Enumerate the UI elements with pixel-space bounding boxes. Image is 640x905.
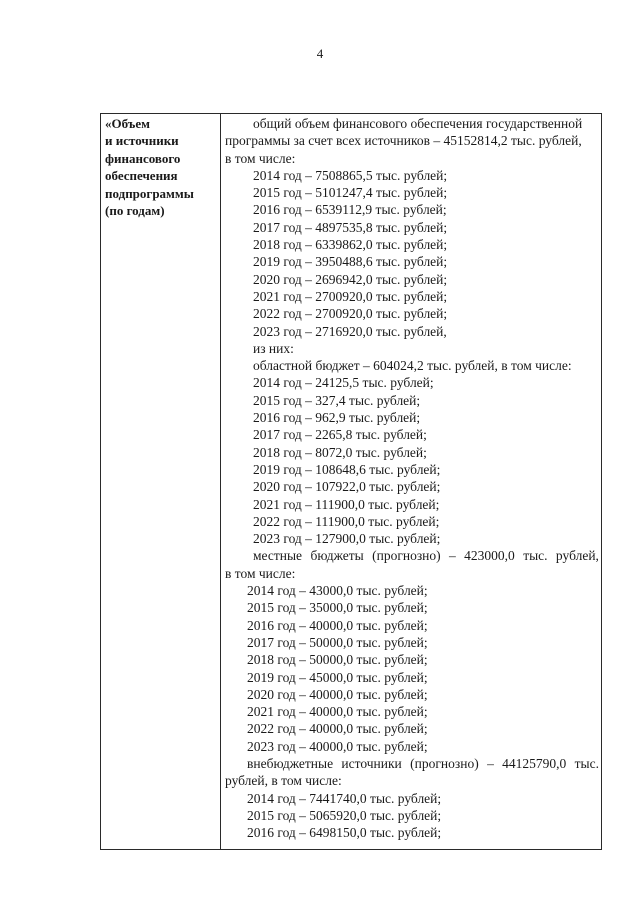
regional-year-line: 2017 год – 2265,8 тыс. рублей; — [253, 427, 427, 443]
total-year-line: 2016 год – 6539112,9 тыс. рублей; — [253, 202, 447, 218]
local-heading — [225, 547, 599, 564]
local-year-line: 2018 год – 50000,0 тыс. рублей; — [247, 652, 428, 668]
of-them-line: из них: — [253, 340, 294, 356]
extra-heading-word: – — [487, 755, 494, 771]
extra-year-line: 2015 год – 5065920,0 тыс. рублей; — [247, 807, 442, 823]
column-divider — [220, 114, 221, 849]
regional-year-line: 2020 год – 107922,0 тыс. рублей; — [253, 479, 441, 495]
extra-heading-word: внебюджетные — [247, 755, 334, 771]
local-year-line: 2022 год – 40000,0 тыс. рублей; — [247, 721, 428, 737]
regional-year-line: 2015 год – 327,4 тыс. рублей; — [253, 392, 421, 408]
extra-year-line: 2016 год – 6498150,0 тыс. рублей; — [247, 825, 442, 841]
local-year-line: 2016 год – 40000,0 тыс. рублей; — [247, 617, 428, 633]
right-cell-content — [225, 115, 599, 841]
regional-year-line: 2019 год – 108648,6 тыс. рублей; — [253, 461, 441, 477]
total-year-line: 2021 год – 2700920,0 тыс. рублей; — [253, 288, 448, 304]
left-cell-line: обеспечения — [105, 168, 178, 184]
extra-heading-word: 44125790,0 — [502, 755, 567, 771]
extra-heading-word: (прогнозно) — [410, 755, 479, 771]
total-year-line: 2015 год – 5101247,4 тыс. рублей; — [253, 185, 448, 201]
total-year-line: 2018 год – 6339862,0 тыс. рублей; — [253, 237, 448, 253]
total-year-line: 2022 год – 2700920,0 тыс. рублей; — [253, 306, 448, 322]
local-heading-word: – — [449, 548, 456, 564]
total-heading-line: в том числе: — [225, 150, 296, 166]
extra-year-line: 2014 год – 7441740,0 тыс. рублей; — [247, 790, 442, 806]
local-heading-cont: в том числе: — [225, 565, 296, 581]
local-year-line: 2020 год – 40000,0 тыс. рублей; — [247, 686, 428, 702]
extra-heading-word: источники — [341, 755, 402, 771]
total-year-line: 2014 год – 7508865,5 тыс. рублей; — [253, 167, 448, 183]
left-cell-line: подпрограммы — [105, 185, 194, 201]
left-cell-line: «Объем — [105, 116, 150, 131]
local-year-line: 2023 год – 40000,0 тыс. рублей; — [247, 738, 428, 754]
total-year-line: 2019 год – 3950488,6 тыс. рублей; — [253, 254, 448, 270]
regional-year-line: 2016 год – 962,9 тыс. рублей; — [253, 410, 421, 426]
extra-heading — [225, 755, 599, 772]
regional-year-line: 2021 год – 111900,0 тыс. рублей; — [253, 496, 440, 512]
local-heading-word: рублей, — [555, 548, 599, 564]
total-year-line: 2020 год – 2696942,0 тыс. рублей; — [253, 271, 448, 287]
total-year-line: 2017 год – 4897535,8 тыс. рублей; — [253, 219, 448, 235]
extra-heading-cont: рублей, в том числе: — [225, 773, 342, 789]
local-year-line: 2015 год – 35000,0 тыс. рублей; — [247, 600, 428, 616]
local-heading-word: тыс. — [523, 548, 548, 564]
extra-heading-word: тыс. — [574, 755, 599, 771]
regional-year-line: 2018 год – 8072,0 тыс. рублей; — [253, 444, 427, 460]
total-year-line: 2023 год – 2716920,0 тыс. рублей, — [253, 323, 447, 339]
page-number: 4 — [316, 46, 324, 61]
total-heading-line: программы за счет всех источников – 45152814,2 тыс. рублей, — [225, 133, 582, 149]
local-year-line: 2019 год – 45000,0 тыс. рублей; — [247, 669, 428, 685]
regional-year-line: 2014 год – 24125,5 тыс. рублей; — [253, 375, 434, 391]
local-year-line: 2021 год – 40000,0 тыс. рублей; — [247, 704, 428, 720]
left-cell-line: (по годам) — [105, 203, 165, 219]
local-year-line: 2017 год – 50000,0 тыс. рублей; — [247, 634, 428, 650]
local-heading-word: бюджеты — [310, 548, 364, 564]
total-heading-line: общий объем финансового обеспечения государственной — [253, 116, 583, 131]
left-cell-line: и источники — [105, 133, 179, 149]
local-heading-word: (прогнозно) — [372, 548, 441, 564]
local-year-line: 2014 год – 43000,0 тыс. рублей; — [247, 583, 428, 599]
regional-heading: областной бюджет – 604024,2 тыс. рублей, в том числе: — [253, 358, 572, 374]
regional-year-line: 2022 год – 111900,0 тыс. рублей; — [253, 513, 440, 529]
local-heading-word: местные — [253, 548, 303, 564]
left-cell-heading — [105, 115, 217, 219]
left-cell-line: финансового — [105, 150, 181, 166]
regional-year-line: 2023 год – 127900,0 тыс. рублей; — [253, 531, 441, 547]
local-heading-word: 423000,0 — [464, 548, 515, 564]
passport-table — [100, 113, 602, 850]
